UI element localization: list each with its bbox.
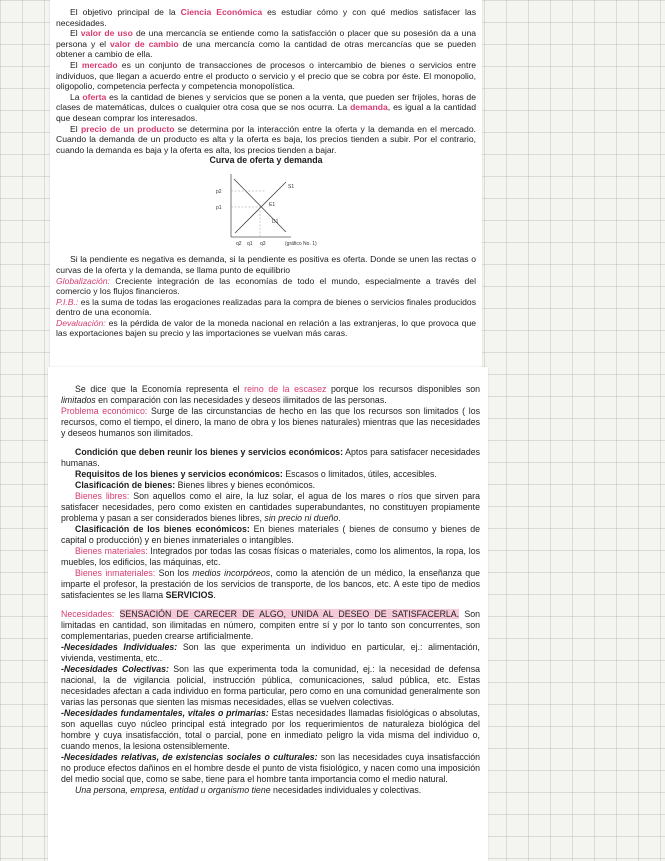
paragraph-persona-empresa: Una persona, empresa, entidad u organismo tiene necesidades individuales y colectivas.: [75, 785, 422, 795]
paragraph-problema-economico: Problema económico: Surge de las circunstancias de hecho en las que los recursos son limitados ( los recursos, como el tiempo, el dinero, la mano de obra y los bienes naturales) mientras que las necesidades y deseos humanos son ilimitados.: [61, 406, 480, 438]
paragraph-pendiente: Si la pendiente es negativa es demanda, si la pendiente es positiva es oferta. Donde se unen las rectas o curvas de la oferta y la demanda, se llama punto de equilibrio: [56, 254, 476, 275]
paragraph-bienes-libres: Bienes libres: Son aquellos como el aire, la luz solar, el agua de los mares o ríos que sirven para satisfacer necesidades, pero como existen en cantidades superabundantes, no constituyen propiamente problema y pasan a ser considerados bienes libres, sin precio ni dueño.: [61, 491, 480, 523]
paragraph-condicion: Condición que deben reunir los bienes y servicios económicos: Aptos para satisfacer necesidades humanas.: [61, 447, 481, 468]
paragraph-bienes-inmateriales: Bienes inmateriales: Son los medios incorpóreos, como la atención de un médico, la enseñanza que imparte el profesor, la prestación de los servicios de transporte, de los bancos, etc. A este tipo de medios satisfacientes se les llama SERVICIOS.: [61, 568, 480, 600]
paragraph-nec-relativas: -Necesidades relativas, de existencias sociales o culturales: son las necesidades cuya insatisfacción no produce efectos dañinos en el hombre desde el punto de vista fisiológico, y nacen como una imposición del medio social que, como se sabe, tiene para el hombre tanta importancia como el medio natural.: [61, 752, 480, 784]
paragraph-clasificacion-economicos: Clasificación de los bienes económicos: En bienes materiales ( bienes de consumo y bienes de capital o producción) y en bienes inmateriales o intangibles.: [61, 524, 480, 545]
highlighted-definition: SENSACIÓN DE CARECER DE ALGO, UNIDA AL DESEO DE SATISFACERLA.: [119, 609, 460, 619]
paragraph-precio: El precio de un producto se determina por la interacción entre la oferta y la demanda en el mercado. Cuando la demanda de un producto es alta y la oferta es baja, los precios tienden a subir. Por el contrario, cuando la demanda es baja y la oferta es alta, los precios tienden a bajar.: [56, 123, 477, 155]
label-q1: q1: [247, 241, 253, 248]
paragraph-devaluacion: Devaluación: es la pérdida de valor de la moneda nacional en relación a las extranjeras, lo que provoca que las exportaciones bajen su precio y las importaciones se vuelvan más caras.: [56, 317, 476, 339]
paragraph-nec-colectivas: -Necesidades Colectivas: Son las que experimenta toda la comunidad, ej.: la necesidad de defensa nacional, la de vigilancia policial, instrucción pública, comunicaciones, salud pública, etc. Estas necesidades afectan a cada individuo en forma particular, pero como en una comunidad generalmente son varias las personas que sienten las mismas necesidades, ellas se vuelven colectivas.: [61, 664, 480, 707]
term-bienes-materiales: Bienes materiales:: [75, 546, 148, 556]
term-bienes-inmateriales: Bienes inmateriales:: [75, 568, 156, 578]
term-nec-fundamentales: -Necesidades fundamentales, vitales o primarias:: [61, 708, 269, 718]
label-p2: p2: [216, 189, 222, 196]
term-ciencia-economica: Ciencia Económica: [180, 7, 263, 17]
term-bienes-libres: Bienes libres:: [75, 491, 130, 501]
paragraph-nec-fundamentales: -Necesidades fundamentales, vitales o primarias: Estas necesidades llamadas fisiológicas o absolutas, son aquellas cuyo núcleo principal está integrado por los requerimientos de naturaleza biológica del hombre y cuya insatisfacción, total o parcial, pone en inmediato peligro la vida misma del individuo o, cuando menos, la lesiona ostensiblemente.: [61, 708, 480, 751]
term-clasificacion-economicos: Clasificación de los bienes económicos:: [75, 524, 250, 534]
term-demanda: demanda: [350, 102, 388, 113]
term-devaluacion: Devaluación:: [56, 317, 106, 328]
paragraph-ciencia-economica: El objetivo principal de la Ciencia Económica es estudiar cómo y con qué medios satisfacer las necesidades.: [56, 7, 477, 28]
term-mercado: mercado: [81, 59, 118, 70]
label-p1: p1: [216, 205, 222, 212]
notes-page-bottom: [48, 367, 488, 861]
paragraph-requisitos: Requisitos de los bienes y servicios económicos: Escasos o limitados, útiles, accesibles.: [75, 469, 437, 479]
term-problema-economico: Problema económico:: [61, 406, 148, 416]
supply-line: [235, 182, 286, 233]
supply-demand-diagram: [56, 166, 488, 254]
term-valor-de-uso: valor de uso: [80, 28, 133, 39]
term-valor-de-cambio: valor de cambio: [110, 38, 179, 49]
term-pib: P.I.B.:: [56, 296, 79, 307]
paragraph-globalizacion: Globalización: Creciente integración de las economías de todo el mundo, especialmente a través del comercio y los flujos financieros.: [56, 275, 476, 297]
chart-title: Curva de oferta y demanda: [209, 155, 323, 166]
paragraph-clasificacion-bienes: Clasificación de bienes: Bienes libres y bienes económicos.: [75, 480, 316, 490]
term-nec-relativas: -Necesidades relativas, de existencias sociales o culturales:: [61, 752, 318, 762]
label-e1: E1: [269, 202, 276, 209]
term-reino-escasez: reino de la escasez: [244, 384, 327, 394]
label-q3: q3: [260, 241, 266, 248]
paragraph-nec-individuales: -Necesidades Individuales: Son las que experimenta un individuo en particular, ej.: alimentación, vivienda, vestimenta, etc..: [61, 642, 480, 663]
paragraph-valor: El valor de uso de una mercancía se entiende como la satisfacción o placer que su posesión da a una persona y el valor de cambio de una mercancía como la cantidad de otras mercancías que se pueden obtener a cambio de ella.: [56, 28, 476, 60]
term-globalizacion: Globalización:: [56, 275, 110, 286]
label-grafico: (gráfico No. 1): [285, 241, 317, 248]
term-precio-de-un-producto: precio de un producto: [80, 123, 175, 134]
term-clasificacion-bienes: Clasificación de bienes:: [75, 480, 176, 490]
term-necesidades: Necesidades:: [61, 609, 115, 619]
term-nec-individuales: -Necesidades Individuales:: [61, 642, 178, 652]
supply-demand-svg: [56, 166, 488, 252]
paragraph-necesidades: Necesidades: SENSACIÓN DE CARECER DE ALGO, UNIDA AL DESEO DE SATISFACERLA. Son limitadas en cantidad, son ilimitadas en número, compiten entre sí y por lo tanto son concurrentes, son complementarias, pueden crearse artificialmente.: [61, 609, 480, 641]
label-s1: S1: [288, 184, 295, 191]
paragraph-mercado: El mercado es un conjunto de transacciones de procesos o intercambio de bienes o servicios entre individuos, que llegan a acuerdo entre el producto o servicio y el precio que se cobra por éste. El monopolio, oligopolio, competencia perfecta y competencia monopolística.: [56, 59, 476, 92]
paragraph-bienes-materiales: Bienes materiales: Integrados por todas las cosas físicas o materiales, como los alimentos, la ropa, los muebles, los edificios, las máquinas, etc.: [61, 546, 480, 567]
term-nec-colectivas: -Necesidades Colectivas:: [61, 664, 169, 674]
label-q2: q2: [236, 241, 242, 248]
term-condicion: Condición que deben reunir los bienes y servicios económicos:: [75, 447, 344, 457]
paragraph-pib: P.I.B.: es la suma de todas las erogaciones realizadas para la compra de bienes o servicios finales producidos dentro de una economía.: [56, 296, 476, 318]
paragraph-reino-escasez: Se dice que la Economía representa el reino de la escasez porque los recursos disponibles son limitados en comparación con las necesidades y deseos ilimitados de las personas.: [61, 384, 481, 405]
label-d1: D1: [272, 219, 279, 226]
term-oferta: oferta: [82, 91, 107, 102]
notes-page-top: [50, 0, 482, 367]
term-requisitos: Requisitos de los bienes y servicios económicos:: [75, 469, 283, 479]
paragraph-oferta-demanda: La oferta es la cantidad de bienes y servicios que se ponen a la venta, que pueden ser frijoles, horas de clases de matemáticas, dulces o cualquier otra cosa que se nos ocurra. La demanda, es igual a la cantidad que desean comprar los interesados.: [56, 91, 476, 123]
